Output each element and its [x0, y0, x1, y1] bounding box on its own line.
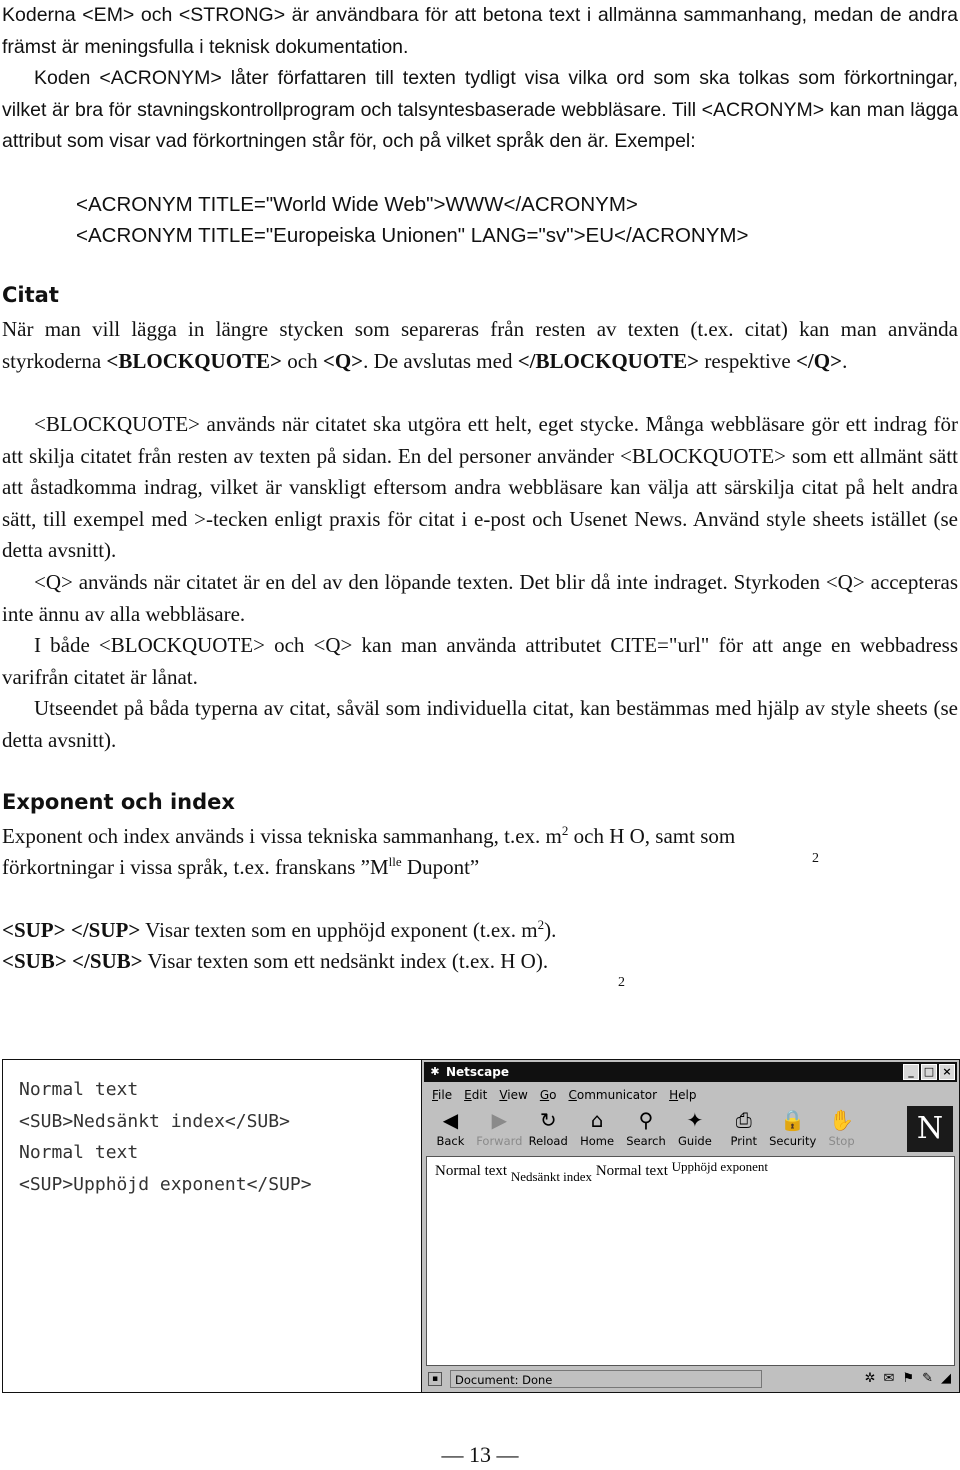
toolbar-reload-button[interactable]	[524, 1106, 573, 1154]
example-figure	[2, 1059, 958, 1393]
back-arrow-icon: ◀	[442, 1108, 459, 1132]
toolbar-button-label: Print	[730, 1134, 758, 1148]
h2o-subscript-2: 2	[618, 975, 625, 990]
rendered-normal-text: Normal text	[435, 1163, 508, 1179]
toolbar-button-label: Stop	[828, 1134, 855, 1148]
toolbar-forward-button[interactable]	[475, 1106, 524, 1154]
toolbar-home-button[interactable]	[573, 1106, 622, 1154]
guide-icon: ✦	[686, 1108, 704, 1132]
intro-paragraph-1: Koderna <EM> och <STRONG> är användbara för att betona text i allmänna sammanhang, medan de andra främst är meningsfulla i teknisk dokumentation.	[2, 4, 958, 58]
section-heading-citat: Citat	[2, 283, 59, 307]
toolbar-button-label: Search	[626, 1134, 666, 1148]
toolbar-security-button[interactable]	[768, 1106, 817, 1154]
toolbar-button-label: Forward	[476, 1134, 523, 1148]
toolbar-stop-button[interactable]	[817, 1106, 866, 1154]
intro-paragraph-2: Koden <ACRONYM> låter författaren till texten tydligt visa vilka ord som ska tolkas som förkortningar, vilket är bra för stavningskontrollprogram och talsyntesbaserade webbläsare. Till <ACRONYM> kan man lägga attribut som visar vad förkortningen står för, och på vilket språk den är. Exempel:	[2, 67, 958, 152]
toolbar-button-label: Reload	[528, 1134, 568, 1148]
menu-view[interactable]: View	[499, 1088, 528, 1102]
stop-icon: ✋	[829, 1108, 855, 1132]
home-icon: ⌂	[590, 1108, 604, 1132]
print-icon: ⎙	[735, 1108, 752, 1132]
netscape-window	[421, 1059, 960, 1393]
sup-tag-description: <SUP> </SUP> Visar texten som en upphöjd exponent (t.ex. $m^2$).	[2, 917, 557, 942]
toolbar-button-label: Guide	[678, 1134, 712, 1148]
citat-paragraph-2: <BLOCKQUOTE> används när citatet ska utgöra ett helt, eget stycke. Många webbläsare gör ett indrag för att skilja citatet från resten av texten på sidan. En del personer använder <BLOCKQUOTE> som ett allmänt sätt att åstadkomma indrag, vilket är vanskligt eftersom andra webbläsare kan välja att särskilja citat på helt andra sätt, till exempel med >-tecken enligt praxis för citat i e-post och Usenet News. Använd style sheets istället (se detta avsnitt).	[2, 412, 958, 562]
example-code	[19, 1074, 312, 1200]
code-line: Normal text	[19, 1142, 139, 1163]
acronym-example-1: <ACRONYM TITLE="World Wide Web">WWW</ACRONYM>	[76, 193, 638, 216]
code-line: Normal text	[19, 1079, 139, 1100]
security-status-icon[interactable]: ▪	[428, 1372, 442, 1386]
h2o-subscript: 2	[812, 851, 819, 866]
section-heading-exponent: Exponent och index	[2, 790, 235, 814]
network-icon[interactable]: ✲	[864, 1371, 876, 1386]
page-number: — 13 —	[441, 1442, 519, 1467]
menu-go[interactable]: Go	[539, 1088, 557, 1102]
navigation-toolbar	[426, 1106, 866, 1154]
code-line: <SUP>Upphöjd exponent</SUP>	[19, 1173, 312, 1195]
browser-content-area	[426, 1156, 955, 1366]
toolbar-guide-button[interactable]	[670, 1106, 719, 1154]
forward-arrow-icon: ▶	[491, 1108, 508, 1132]
netscape-app-icon: ✱	[430, 1065, 440, 1078]
citat-paragraph-5: Utseendet på båda typerna av citat, såväl som individuella citat, kan bestämmas med hjälp av style sheets (se detta avsnitt).	[2, 696, 958, 752]
toolbar-button-label: Security	[769, 1134, 817, 1148]
exponent-paragraph-line-2: förkortningar i vissa språk, t.ex. franskans $”M^{lle}$ Dupont”	[2, 854, 480, 879]
title-bar	[424, 1062, 957, 1082]
discussion-icon[interactable]: ⚑	[902, 1371, 915, 1386]
citat-paragraph-1: När man vill lägga in längre stycken som separeras från resten av texten (t.ex. citat) kan man använda styrkoderna <BLOCKQUOTE> och <Q>. De avslutas med </BLOCKQUOTE> respektive </Q>.	[2, 317, 958, 373]
security-lock-icon: 🔒	[780, 1108, 806, 1132]
rendered-normal-text: Normal text	[595, 1163, 668, 1179]
maximize-button[interactable]: □	[921, 1064, 937, 1080]
status-component-bar	[865, 1370, 951, 1388]
citat-paragraph-3: <Q> används när citatet är en del av den löpande texten. Det blir då inte indraget. Styrkoden <Q> accepteras inte ännu av alla webbläsare.	[2, 570, 958, 626]
status-text: Document: Done	[450, 1370, 762, 1388]
citat-paragraph-4: I både <BLOCKQUOTE> och <Q> kan man använda attributet CITE="url" för att ange en webbadress varifrån citatet är lånat.	[2, 633, 958, 689]
code-line: <SUB>Nedsänkt index</SUB>	[19, 1110, 290, 1132]
toolbar-print-button[interactable]	[719, 1106, 768, 1154]
menu-bar	[426, 1085, 696, 1105]
menu-communicator[interactable]: Communicator	[568, 1088, 658, 1102]
window-title: Netscape	[446, 1065, 509, 1079]
resize-grip-icon[interactable]: ◢	[941, 1371, 951, 1386]
toolbar-button-label: Back	[436, 1134, 465, 1148]
composer-icon[interactable]: ✎	[922, 1371, 933, 1386]
rendered-subscript: Nedsänkt index	[510, 1169, 593, 1184]
minimize-button[interactable]: _	[903, 1064, 919, 1080]
menu-edit[interactable]: Edit	[464, 1088, 488, 1102]
exponent-paragraph-line-1: Exponent och index används i vissa tekniska sammanhang, t.ex. $m^2$ och H O, samt som	[2, 823, 736, 848]
close-button[interactable]: ×	[939, 1064, 955, 1080]
search-icon: ⚲	[638, 1108, 654, 1132]
menu-help[interactable]: Help	[669, 1088, 697, 1102]
sub-tag-description: <SUB> </SUB> Visar texten som ett nedsänkt index (t.ex. H O).	[2, 949, 549, 973]
menu-file[interactable]: File	[432, 1088, 453, 1102]
acronym-example-2: <ACRONYM TITLE="Europeiska Unionen" LANG="sv">EU</ACRONYM>	[76, 224, 749, 247]
mail-icon[interactable]: ✉	[883, 1371, 895, 1386]
netscape-logo: N	[907, 1106, 953, 1152]
status-bar	[426, 1368, 955, 1390]
toolbar-button-label: Home	[580, 1134, 615, 1148]
toolbar-back-button[interactable]	[426, 1106, 475, 1154]
rendered-superscript: Upphöjd exponent	[671, 1159, 769, 1174]
toolbar-search-button[interactable]	[622, 1106, 671, 1154]
reload-icon: ↻	[539, 1108, 557, 1132]
rendered-example	[435, 1159, 769, 1184]
